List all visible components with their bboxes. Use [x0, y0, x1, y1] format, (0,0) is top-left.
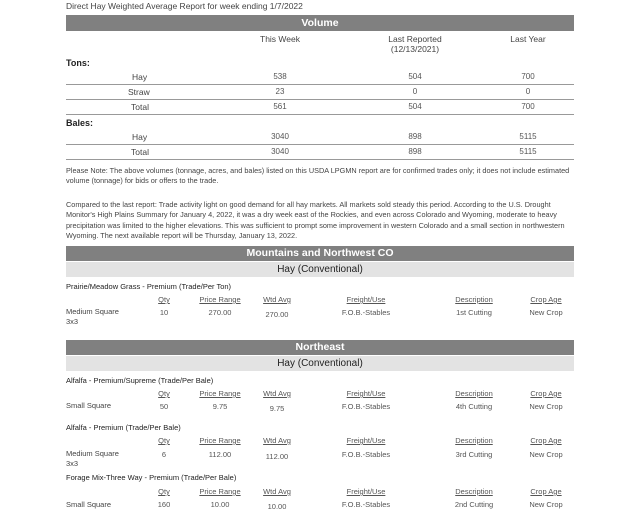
bales-last-year: 5115 [519, 132, 537, 141]
col-crop-age: Crop Age [530, 295, 562, 304]
volume-note: Please Note: The above volumes (tonnage, acres, and bales) listed on this USDA LPGMN report are for confirmed trades only; it does not include estimated volume (tonnage) for bids or offers to the trade. [66, 166, 570, 186]
product-type-line1: Medium Square [66, 307, 119, 316]
bales-last-reported: 898 [408, 147, 422, 156]
divider [66, 84, 574, 85]
col-wtd-avg: Wtd Avg [263, 295, 291, 304]
qty-value: 50 [159, 402, 169, 411]
col-description: Description [455, 389, 493, 398]
tons-label: Tons: [66, 58, 90, 68]
tons-last-year: 700 [521, 102, 535, 111]
product-title: Alfalfa - Premium/Supreme (Trade/Per Bale) [66, 376, 214, 385]
tons-total-label: Total [131, 102, 149, 112]
divider [66, 99, 574, 100]
product-type [66, 401, 111, 411]
tons-last-reported: 504 [408, 102, 422, 111]
wtd-avg-value: 9.75 [269, 404, 285, 413]
col-crop-age: Crop Age [530, 487, 562, 496]
col-price-range: Price Range [199, 389, 241, 398]
product-type [66, 307, 119, 326]
col-freight: Freight/Use [346, 436, 386, 445]
col-price-range: Price Range [199, 436, 241, 445]
col-wtd-avg: Wtd Avg [263, 487, 291, 496]
bales-row-label: Hay [132, 132, 148, 142]
tons-this-week: 561 [273, 102, 287, 111]
tons-this-week: 23 [275, 87, 285, 96]
col-freight: Freight/Use [346, 295, 386, 304]
col-freight: Freight/Use [346, 389, 386, 398]
product-type-line2: 3x3 [66, 316, 79, 326]
report-title: Direct Hay Weighted Average Report for week ending 1/7/2022 [66, 1, 303, 11]
tons-last-year: 0 [525, 87, 531, 96]
col-crop-age: Crop Age [530, 389, 562, 398]
bales-last-year: 5115 [519, 147, 537, 156]
product-type-line1: Medium Square [66, 449, 119, 458]
price-value: 9.75 [212, 402, 228, 411]
product-type [66, 500, 111, 510]
description-value: 4th Cutting [455, 402, 493, 411]
qty-value: 6 [161, 450, 167, 459]
tons-last-reported: 504 [408, 72, 422, 81]
price-value: 270.00 [208, 308, 232, 317]
product-type [66, 449, 119, 468]
col-price-range: Price Range [199, 487, 241, 496]
product-title: Forage Mix-Three Way - Premium (Trade/Per Bale) [66, 473, 237, 482]
freight-value: F.O.B.-Stables [341, 402, 391, 411]
divider [66, 159, 574, 160]
col-description: Description [455, 487, 493, 496]
col-last-year: Last Year [510, 34, 546, 44]
volume-header: Volume [66, 15, 574, 31]
description-value: 1st Cutting [456, 308, 492, 317]
col-description: Description [455, 295, 493, 304]
tons-row-label: Hay [132, 72, 148, 82]
col-wtd-avg: Wtd Avg [263, 436, 291, 445]
tons-last-year: 700 [521, 72, 535, 81]
wtd-avg-value: 270.00 [265, 310, 289, 319]
category-header: Hay (Conventional) [66, 262, 574, 277]
description-value: 3rd Cutting [455, 450, 493, 459]
region-header: Mountains and Northwest CO [66, 246, 574, 261]
col-description: Description [455, 436, 493, 445]
col-last-reported-line1: Last Reported [388, 34, 442, 44]
crop-age-value: New Crop [529, 450, 563, 459]
bales-this-week: 3040 [271, 132, 289, 141]
price-value: 112.00 [208, 450, 232, 459]
freight-value: F.O.B.-Stables [341, 450, 391, 459]
product-type-line1: Small Square [66, 401, 112, 410]
col-price-range: Price Range [199, 295, 241, 304]
crop-age-value: New Crop [529, 500, 563, 509]
bales-last-reported: 898 [408, 132, 422, 141]
divider [66, 114, 574, 115]
market-commentary: Compared to the last report: Trade activity light on good demand for all hay markets. All markets sold steady this period. According to the U.S. Drought Monitor's High Plains Summary for January 4, 2022, it was a dry week east of the Rockies, and even across Colorado and Wyoming, moderate to heavy precipitation was limited to the higher elevations. This was sufficient to prompt some improvement in western Colorado and a small section in northwestern Wyoming. The next available report will be Thursday, January 13, 2022. [66, 200, 565, 241]
freight-value: F.O.B.-Stables [341, 500, 391, 509]
description-value: 2nd Cutting [454, 500, 494, 509]
crop-age-value: New Crop [529, 308, 563, 317]
product-title: Prairie/Meadow Grass - Premium (Trade/Per Ton) [66, 282, 232, 291]
divider [66, 144, 574, 145]
col-qty: Qty [158, 436, 170, 445]
col-qty: Qty [158, 389, 170, 398]
col-crop-age: Crop Age [530, 436, 562, 445]
qty-value: 160 [157, 500, 171, 509]
price-value: 10.00 [210, 500, 230, 509]
col-last-reported-line2: (12/13/2021) [390, 44, 440, 54]
region-header: Northeast [66, 340, 574, 355]
category-header: Hay (Conventional) [66, 356, 574, 371]
bales-this-week: 3040 [271, 147, 289, 156]
col-last-reported [370, 34, 460, 54]
product-type-line1: Small Square [66, 500, 112, 509]
tons-this-week: 538 [273, 72, 287, 81]
crop-age-value: New Crop [529, 402, 563, 411]
wtd-avg-value: 10.00 [267, 502, 287, 511]
col-wtd-avg: Wtd Avg [263, 389, 291, 398]
qty-value: 10 [159, 308, 169, 317]
col-qty: Qty [158, 487, 170, 496]
bales-label: Bales: [66, 118, 94, 128]
bales-total-label: Total [131, 147, 149, 157]
col-qty: Qty [158, 295, 170, 304]
col-this-week: This Week [260, 34, 300, 44]
tons-row-label: Straw [128, 87, 150, 97]
tons-last-reported: 0 [412, 87, 418, 96]
freight-value: F.O.B.-Stables [341, 308, 391, 317]
product-type-line2: 3x3 [66, 458, 79, 468]
wtd-avg-value: 112.00 [265, 452, 289, 461]
product-title: Alfalfa - Premium (Trade/Per Bale) [66, 423, 181, 432]
col-freight: Freight/Use [346, 487, 386, 496]
